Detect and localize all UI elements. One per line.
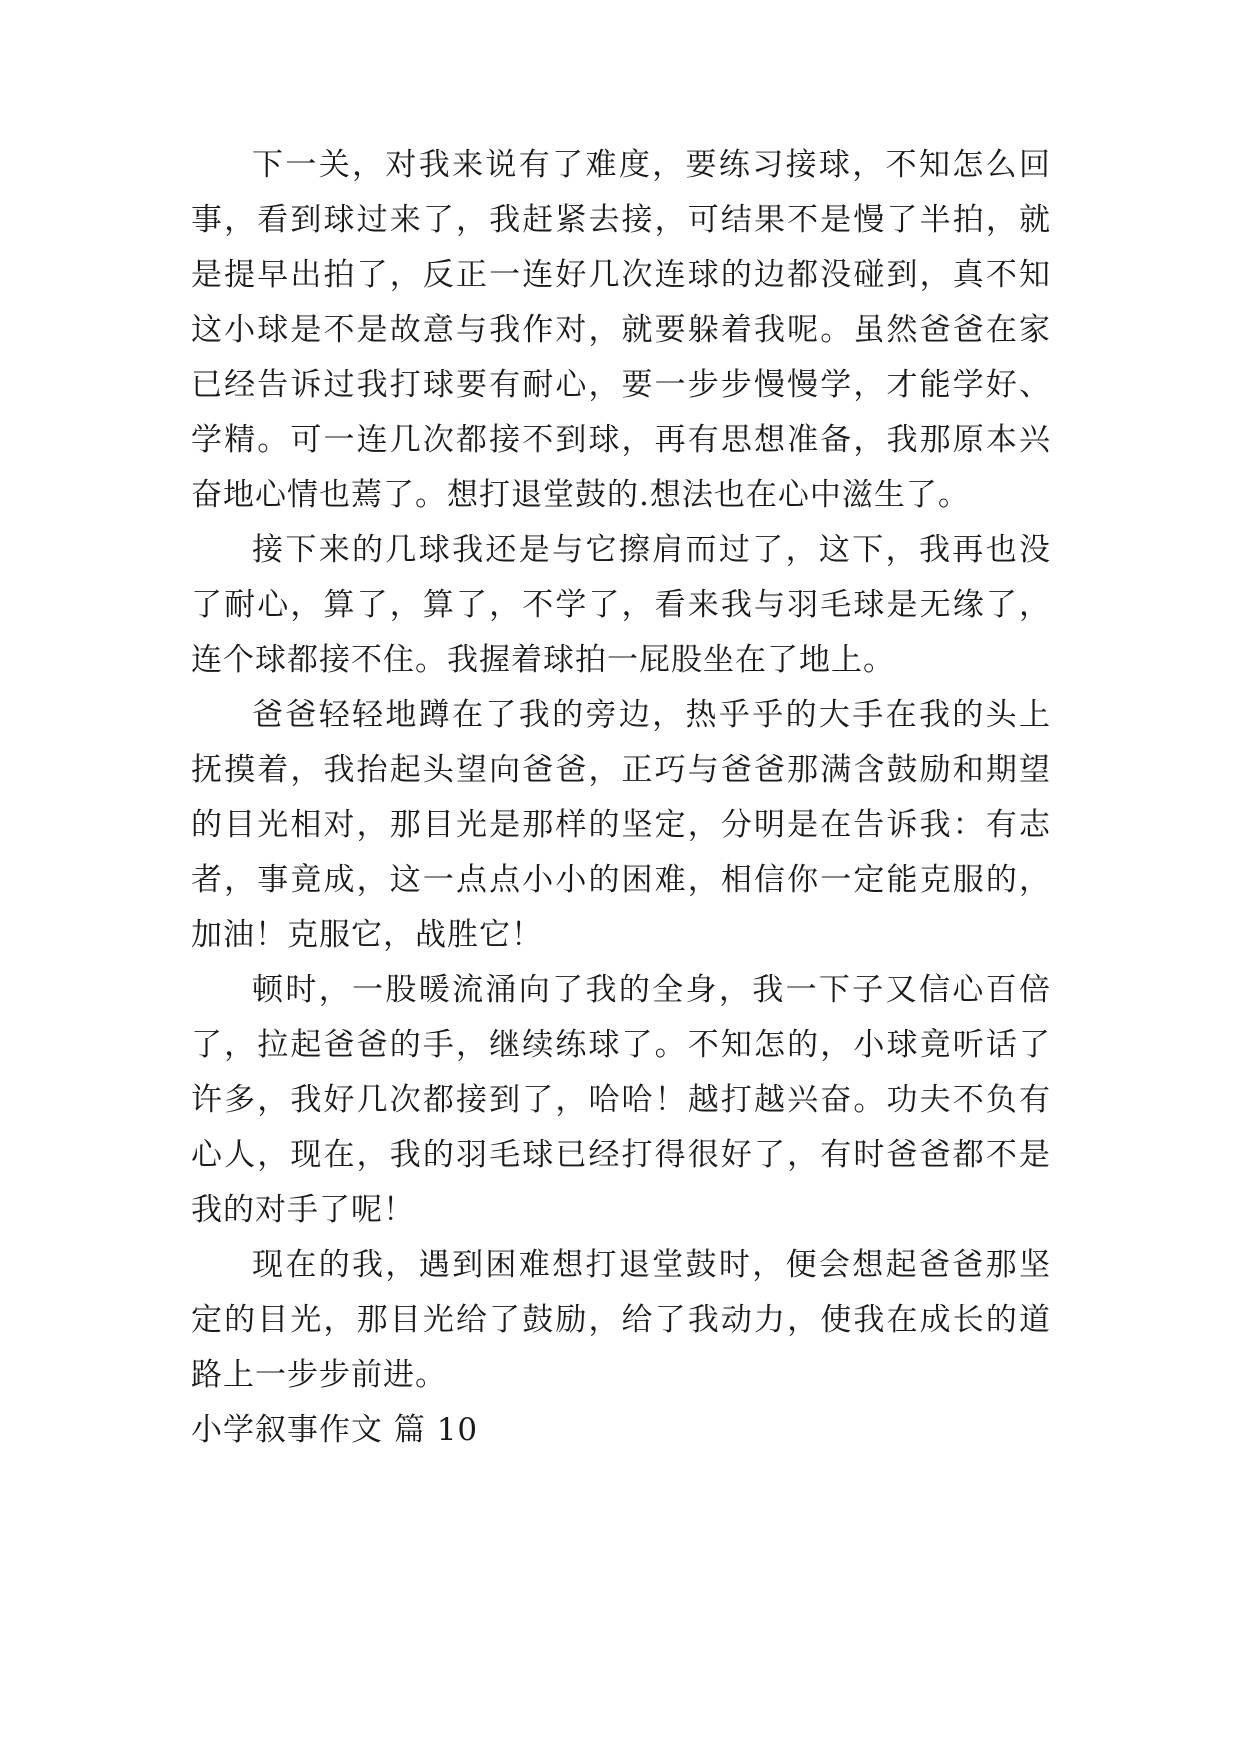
text-line: 下一关，对我来说有了难度，要练习接球，不知怎么回 [252,147,1051,183]
text-line: 已经告诉过我打球要有耐心，要一步步慢慢学，才能学好、 [191,367,1051,403]
text-line: 是提早出拍了，反正一连好几次连球的边都没碰到，真不知 [191,257,1051,293]
text-line: 加油！克服它，战胜它！ [191,917,543,953]
text-line: 的目光相对，那目光是那样的坚定，分明是在告诉我：有志 [191,807,1051,843]
text-line: 现在的我，遇到困难想打退堂鼓时，便会想起爸爸那坚 [252,1247,1051,1283]
text-line: 接下来的几球我还是与它擦肩而过了，这下，我再也没 [252,532,1051,568]
text-line: 者，事竟成，这一点点小小的困难，相信你一定能克服的， [191,862,1051,898]
text-line: 学精。可一连几次都接不到球，再有思想准备，我那原本兴 [191,422,1051,458]
text-line: 抚摸着，我抬起头望向爸爸，正巧与爸爸那满含鼓励和期望 [191,752,1051,788]
text-line: 路上一步步前进。 [191,1357,447,1393]
text-line: 事，看到球过来了，我赶紧去接，可结果不是慢了半拍，就 [191,202,1051,238]
text-line: 连个球都接不住。我握着球拍一屁股坐在了地上。 [191,642,895,678]
text-line: 爸爸轻轻地蹲在了我的旁边，热乎乎的大手在我的头上 [252,697,1051,733]
text-line: 定的目光，那目光给了鼓励，给了我动力，使我在成长的道 [191,1302,1051,1338]
text-line: 我的对手了呢！ [191,1192,415,1228]
text-line: 这小球是不是故意与我作对，就要躲着我呢。虽然爸爸在家 [191,312,1051,348]
text-line: 了，拉起爸爸的手，继续练球了。不知怎的，小球竟听话了 [191,1027,1051,1063]
text-line: 许多，我好几次都接到了，哈哈！越打越兴奋。功夫不负有 [191,1082,1051,1118]
text-line: 了耐心，算了，算了，不学了，看来我与羽毛球是无缘了， [191,587,1051,623]
section-heading: 小学叙事作文 篇 10 [191,1412,479,1448]
text-line: 心人，现在，我的羽毛球已经打得很好了，有时爸爸都不是 [191,1137,1051,1173]
text-line: 奋地心情也蔫了。想打退堂鼓的.想法也在心中滋生了。 [191,477,970,513]
text-line: 顿时，一股暖流涌向了我的全身，我一下子又信心百倍 [252,972,1051,1008]
